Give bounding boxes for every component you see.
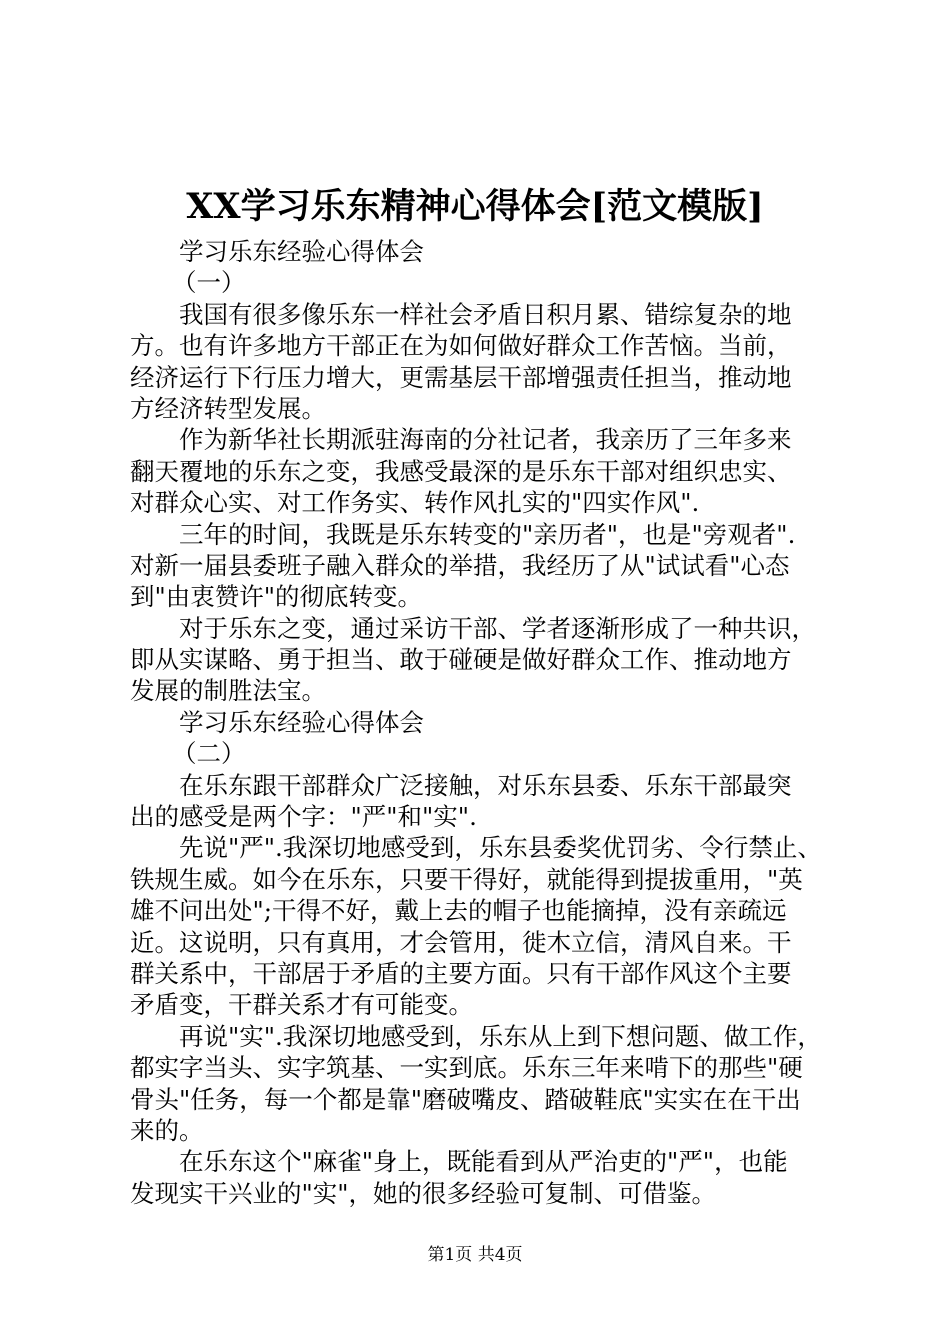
paragraph-line: 方经济转型发展。 xyxy=(130,393,326,423)
paragraph-line: 到"由衷赞许"的彻底转变。 xyxy=(130,582,423,612)
document-title: XX学习乐东精神心得体会[范文模版] xyxy=(186,186,764,227)
paragraph-line: 方。也有许多地方干部正在为如何做好群众工作苦恼。当前， xyxy=(130,331,792,361)
section-heading: 学习乐东经验心得体会 xyxy=(179,237,424,266)
paragraph-line: 发展的制胜法宝。 xyxy=(130,676,326,706)
paragraph-line: 三年的时间，我既是乐东转变的"亲历者"，也是"旁观者". xyxy=(179,519,796,549)
paragraph-line: 对新一届县委班子融入群众的举措，我经历了从"试试看"心态 xyxy=(130,550,790,580)
paragraph-line: 对群众心实、对工作务实、转作风扎实的"四实作风". xyxy=(130,488,700,518)
paragraph-line: 再说"实".我深切地感受到，乐东从上到下想问题、做工作， xyxy=(179,1021,822,1051)
paragraph-line: 经济运行下行压力增大，更需基层干部增强责任担当，推动地 xyxy=(130,362,792,392)
section-heading: 学习乐东经验心得体会 xyxy=(179,707,424,737)
paragraph-line: 都实字当头、实字筑基、一实到底。乐东三年来啃下的那些"硬 xyxy=(130,1053,803,1083)
section-number: （一） xyxy=(172,268,246,298)
section-number: （二） xyxy=(172,739,246,769)
paragraph-line: 在乐东跟干部群众广泛接触，对乐东县委、乐东干部最突 xyxy=(179,770,792,800)
paragraph-line: 我国有很多像乐东一样社会矛盾日积月累、错综复杂的地 xyxy=(179,299,792,329)
page-footer: 第1页 共4页 xyxy=(427,1245,523,1265)
paragraph-line: 出的感受是两个字："严"和"实". xyxy=(130,802,477,832)
paragraph-line: 对于乐东之变，通过采访干部、学者逐渐形成了一种共识， xyxy=(179,613,816,643)
document-body xyxy=(130,236,830,1209)
paragraph-line: 发现实干兴业的"实"，她的很多经验可复制、可借鉴。 xyxy=(130,1178,717,1208)
paragraph-line: 翻天覆地的乐东之变，我感受最深的是乐东干部对组织忠实、 xyxy=(130,456,792,486)
paragraph-line: 骨头"任务，每一个都是靠"磨破嘴皮、踏破鞋底"实实在在干出 xyxy=(130,1084,801,1114)
paragraph-line: 来的。 xyxy=(130,1115,204,1145)
paragraph-line: 先说"严".我深切地感受到，乐东县委奖优罚劣、令行禁止、 xyxy=(179,833,822,863)
paragraph-line: 铁规生威。如今在乐东，只要干得好，就能得到提拔重用，"英 xyxy=(130,864,803,894)
paragraph-line: 作为新华社长期派驻海南的分社记者，我亲历了三年多来 xyxy=(179,425,792,455)
paragraph-line: 即从实谋略、勇于担当、敢于碰硬是做好群众工作、推动地方 xyxy=(130,645,792,675)
paragraph-line: 在乐东这个"麻雀"身上，既能看到从严治吏的"严"，也能 xyxy=(179,1147,788,1177)
paragraph-line: 矛盾变，干群关系才有可能变。 xyxy=(130,990,473,1020)
paragraph-line: 近。这说明，只有真用，才会管用，徙木立信，清风自来。干 xyxy=(130,927,792,957)
paragraph-line: 群关系中，干部居于矛盾的主要方面。只有干部作风这个主要 xyxy=(130,958,792,988)
paragraph-line: 雄不问出处";干得不好，戴上去的帽子也能摘掉，没有亲疏远 xyxy=(130,896,787,926)
